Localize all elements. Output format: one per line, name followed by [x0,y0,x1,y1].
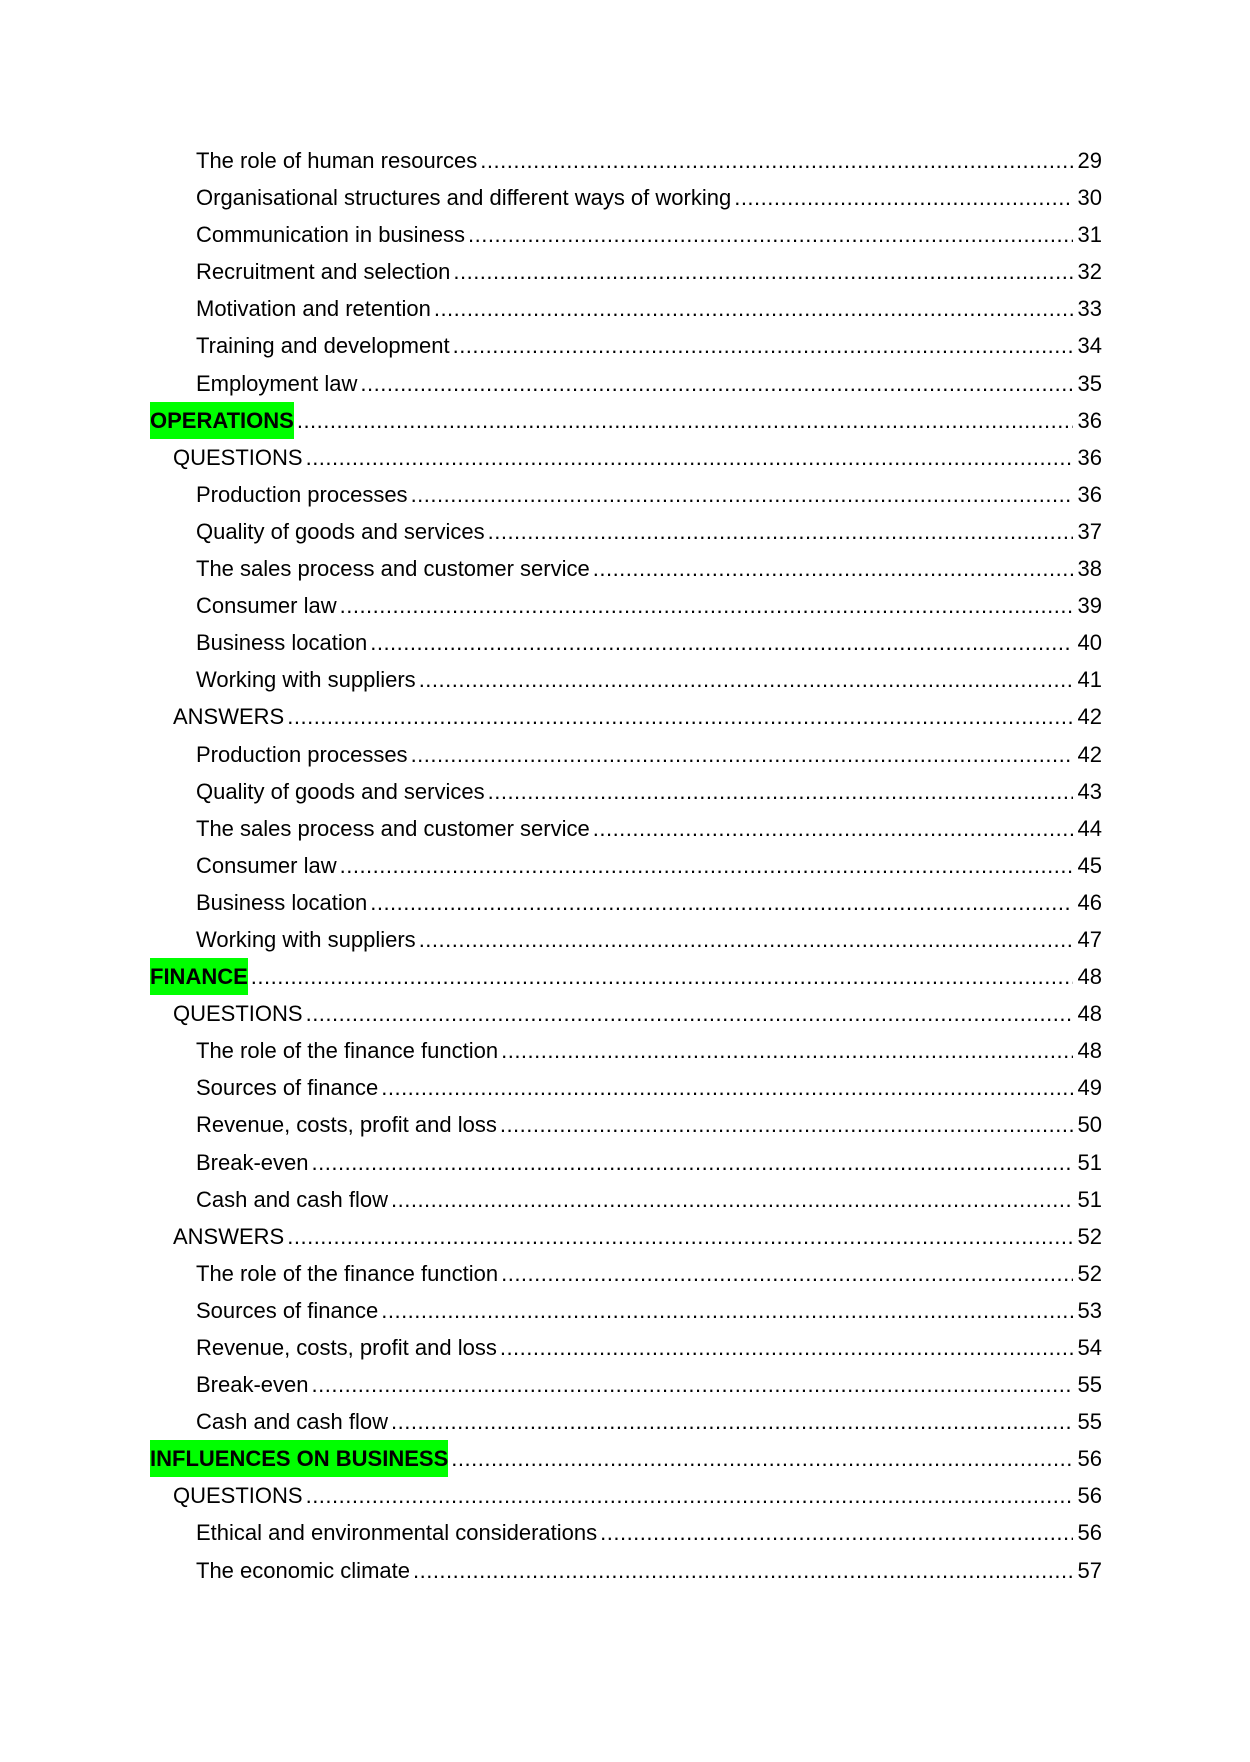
toc-entry-topic[interactable] [150,1144,1102,1181]
toc-entry-topic[interactable] [150,1403,1102,1440]
dot-leader [419,921,1073,958]
toc-entry-title: Organisational structures and different ways of working [196,185,732,211]
dot-leader [411,476,1073,513]
toc-entry-page-number: 46 [1077,889,1102,915]
toc-entry-title: Working with suppliers [196,667,416,693]
toc-entry-title: Revenue, costs, profit and loss [196,1335,497,1360]
toc-entry-title: Consumer law [196,593,337,619]
dot-leader [306,439,1073,476]
dot-leader [287,698,1073,735]
dot-leader [370,884,1073,921]
toc-entry-page-number: 56 [1077,1520,1102,1546]
dot-leader [453,253,1073,290]
toc-entry-title: Sources of finance [196,1297,379,1323]
toc-entry-title: The economic climate [196,1557,410,1583]
toc-entry-topic[interactable] [150,327,1102,364]
toc-entry-page-number: 36 [1077,481,1102,507]
toc-entry-title: INFLUENCES ON BUSINESS [150,1440,448,1477]
dot-leader [381,1292,1073,1329]
toc-entry-page-number: 48 [1077,964,1102,990]
toc-entry-page-number: 48 [1077,1038,1102,1064]
dot-leader [480,142,1073,179]
toc-entry-subsection-heading[interactable] [150,995,1102,1032]
toc-entry-page-number: 48 [1077,1001,1102,1027]
toc-entry-topic[interactable] [150,1552,1102,1589]
toc-entry-title: The role of the finance function [196,1038,499,1064]
toc-entry-page-number: 41 [1077,667,1102,693]
toc-entry-page-number: 56 [1077,1483,1102,1509]
toc-entry-title: The role of human resources [196,148,478,173]
toc-entry-page-number: 55 [1077,1372,1102,1398]
toc-entry-page-number: 36 [1077,407,1102,433]
toc-entry-page-number: 47 [1077,926,1102,952]
dot-leader [391,1181,1073,1218]
toc-entry-topic[interactable] [150,1181,1102,1218]
toc-entry-topic[interactable] [150,1106,1102,1143]
toc-entry-page-number: 36 [1077,444,1102,470]
toc-entry-section-heading[interactable] [150,958,1102,995]
toc-entry-section-heading[interactable] [150,402,1102,439]
dot-leader [340,847,1073,884]
dot-leader [312,1366,1073,1403]
dot-leader [500,1329,1073,1366]
dot-leader [600,1514,1073,1551]
dot-leader [381,1069,1073,1106]
dot-leader [500,1106,1073,1143]
toc-entry-page-number: 42 [1077,741,1102,767]
toc-entry-title: ANSWERS [173,704,285,730]
dot-leader [434,290,1073,327]
toc-entry-subsection-heading[interactable] [150,1218,1102,1255]
toc-entry-topic[interactable] [150,921,1102,958]
toc-entry-topic[interactable] [150,216,1102,253]
toc-entry-page-number: 30 [1077,185,1102,211]
dot-leader [413,1552,1073,1589]
toc-entry-title: Cash and cash flow [196,1186,388,1212]
toc-entry-title: Production processes [196,481,408,507]
toc-entry-topic[interactable] [150,365,1102,402]
toc-entry-topic[interactable] [150,513,1102,550]
toc-entry-topic[interactable] [150,624,1102,661]
toc-entry-title: Business location [196,889,368,915]
toc-entry-topic[interactable] [150,1255,1102,1292]
dot-leader [306,1477,1073,1514]
toc-entry-page-number: 33 [1077,296,1102,322]
toc-entry-topic[interactable] [150,661,1102,698]
dot-leader [306,995,1073,1032]
dot-leader [287,1218,1073,1255]
toc-entry-page-number: 56 [1077,1446,1102,1472]
toc-entry-page-number: 37 [1077,518,1102,544]
toc-entry-title: QUESTIONS [173,444,303,470]
dot-leader [593,550,1073,587]
toc-entry-topic[interactable] [150,884,1102,921]
dot-leader [340,587,1073,624]
toc-entry-page-number: 51 [1077,1186,1102,1212]
dot-leader [501,1032,1073,1069]
toc-entry-topic[interactable] [150,773,1102,810]
toc-entry-title: Revenue, costs, profit and loss [196,1112,497,1138]
toc-entry-topic[interactable] [150,810,1102,847]
toc-entry-page-number: 45 [1077,852,1102,878]
toc-entry-title: Recruitment and selection [196,259,451,285]
dot-leader [501,1255,1073,1292]
toc-entry-topic[interactable] [150,476,1102,513]
toc-entry-topic[interactable] [150,736,1102,773]
toc-entry-title: The role of the finance function [196,1260,499,1286]
toc-entry-topic[interactable] [150,1514,1102,1551]
toc-entry-topic[interactable] [150,1329,1102,1366]
table-of-contents [150,142,1102,1589]
toc-entry-title: Break-even [196,1372,309,1398]
toc-entry-page-number: 57 [1077,1557,1102,1583]
toc-entry-topic[interactable] [150,1292,1102,1329]
toc-entry-title: Quality of goods and services [196,778,485,804]
dot-leader [468,216,1073,253]
toc-entry-page-number: 52 [1077,1223,1102,1249]
toc-entry-page-number: 49 [1077,1075,1102,1101]
toc-entry-page-number: 51 [1077,1149,1102,1175]
toc-entry-title: Communication in business [196,222,466,248]
toc-entry-topic[interactable] [150,550,1102,587]
toc-entry-title: Training and development [196,333,450,359]
toc-entry-page-number: 39 [1077,593,1102,619]
toc-entry-title: Sources of finance [196,1075,379,1101]
toc-entry-topic[interactable] [150,847,1102,884]
dot-leader [488,513,1073,550]
toc-entry-page-number: 43 [1077,778,1102,804]
toc-entry-page-number: 50 [1077,1112,1102,1138]
dot-leader [370,624,1073,661]
toc-entry-title: Working with suppliers [196,926,416,952]
toc-entry-topic[interactable] [150,1366,1102,1403]
toc-entry-page-number: 35 [1077,370,1102,396]
dot-leader [251,958,1073,995]
dot-leader [734,179,1073,216]
toc-entry-title: Consumer law [196,852,337,878]
toc-entry-title: Quality of goods and services [196,518,485,544]
toc-entry-title: Cash and cash flow [196,1409,388,1435]
toc-entry-title: Ethical and environmental considerations [196,1520,598,1546]
dot-leader [411,736,1073,773]
toc-entry-page-number: 54 [1077,1335,1102,1360]
toc-entry-topic[interactable] [150,1032,1102,1069]
dot-leader [419,661,1073,698]
toc-entry-title: FINANCE [150,958,248,995]
toc-entry-subsection-heading[interactable] [150,439,1102,476]
toc-entry-page-number: 52 [1077,1260,1102,1286]
toc-entry-page-number: 32 [1077,259,1102,285]
toc-entry-page-number: 40 [1077,630,1102,656]
toc-entry-title: Employment law [196,370,358,396]
toc-entry-page-number: 34 [1077,333,1102,359]
toc-entry-title: Motivation and retention [196,296,431,322]
dot-leader [391,1403,1073,1440]
toc-entry-title: QUESTIONS [173,1483,303,1509]
toc-entry-page-number: 38 [1077,556,1102,582]
toc-entry-title: Break-even [196,1149,309,1175]
toc-entry-title: QUESTIONS [173,1001,303,1027]
toc-entry-title: The sales process and customer service [196,556,590,582]
toc-entry-subsection-heading[interactable] [150,698,1102,735]
toc-entry-title: Production processes [196,741,408,767]
toc-entry-title: ANSWERS [173,1223,285,1249]
toc-entry-page-number: 31 [1077,222,1102,248]
dot-leader [297,402,1073,439]
dot-leader [488,773,1073,810]
toc-entry-section-heading[interactable] [150,1440,1102,1477]
toc-entry-topic[interactable] [150,253,1102,290]
toc-entry-topic[interactable] [150,179,1102,216]
dot-leader [451,1440,1073,1477]
toc-entry-topic[interactable] [150,1069,1102,1106]
toc-entry-title: OPERATIONS [150,402,294,439]
toc-entry-subsection-heading[interactable] [150,1477,1102,1514]
toc-entry-title: The sales process and customer service [196,815,590,841]
toc-entry-topic[interactable] [150,587,1102,624]
toc-entry-title: Business location [196,630,368,656]
toc-entry-page-number: 29 [1077,148,1102,173]
dot-leader [593,810,1073,847]
toc-entry-page-number: 42 [1077,704,1102,730]
toc-entry-topic[interactable] [150,290,1102,327]
toc-entry-page-number: 44 [1077,815,1102,841]
toc-entry-page-number: 55 [1077,1409,1102,1435]
toc-entry-topic[interactable] [150,142,1102,179]
dot-leader [360,365,1073,402]
dot-leader [312,1144,1073,1181]
dot-leader [453,327,1073,364]
toc-entry-page-number: 53 [1077,1297,1102,1323]
